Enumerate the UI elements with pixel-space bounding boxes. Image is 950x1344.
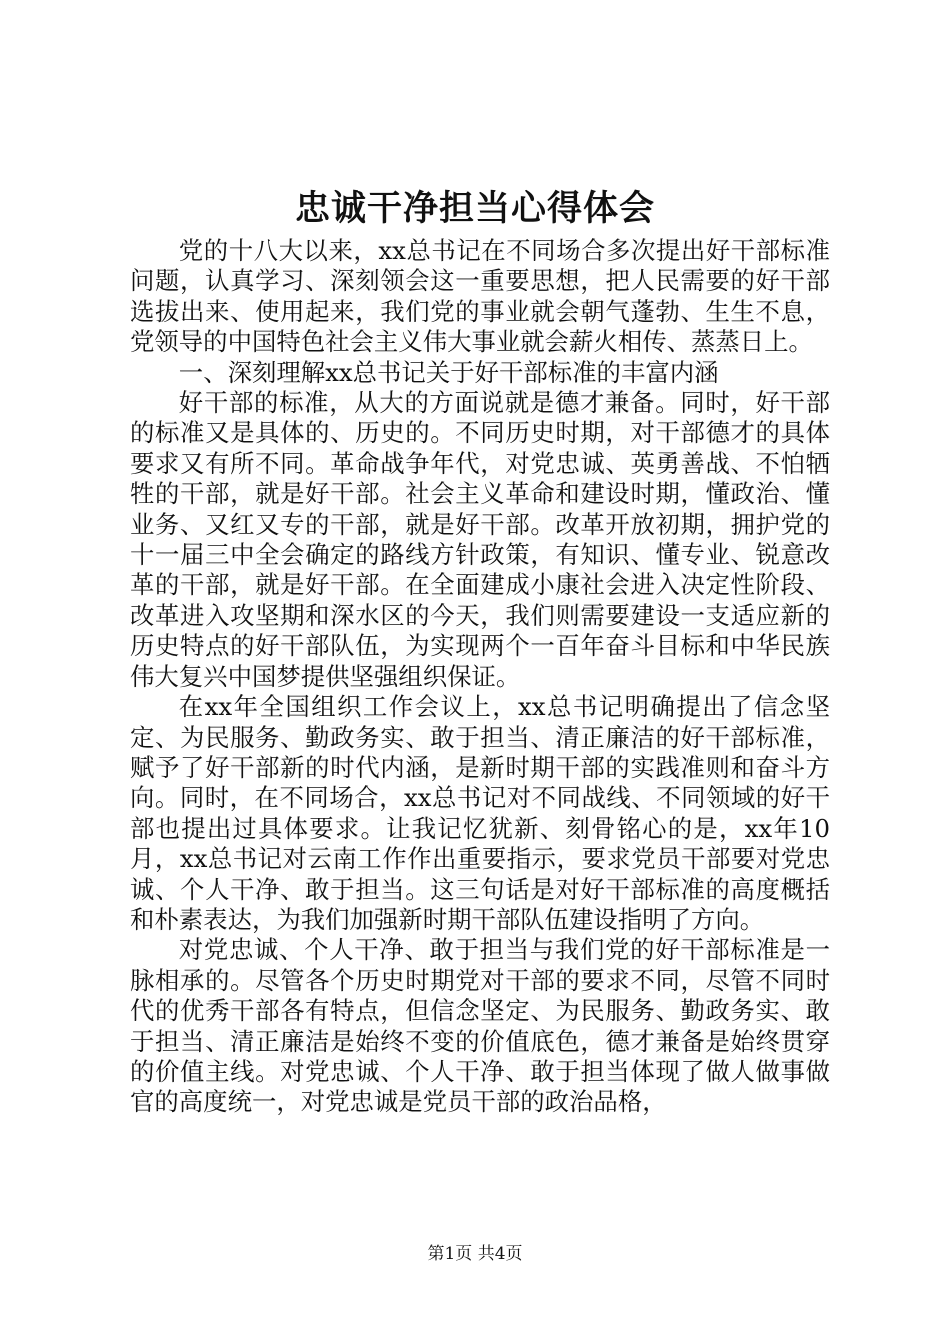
paragraph: 对党忠诚、个人干净、敢于担当与我们党的好干部标准是一脉相承的。尽管各个历史时期党对干部的要求不同，尽管不同时代的优秀干部各有特点，但信念坚定、为民服务、勤政务实、敢于担当、清正廉洁是始终不变的价值底色，德才兼备是始终贯穿的价值主线。对党忠诚、个人干净、敢于担当体现了做人做事做官的高度统一，对党忠诚是党员干部的政治品格， (130, 935, 830, 1117)
paragraph: 在xx年全国组织工作会议上，xx总书记明确提出了信念坚定、为民服务、勤政务实、敢于担当、清正廉洁的好干部标准，赋予了好干部新的时代内涵，是新时期干部的实践准则和奋斗方向。同时，在不同场合，xx总书记对不同战线、不同领域的好干部也提出过具体要求。让我记忆犹新、刻骨铭心的是，xx年10月，xx总书记对云南工作作出重要指示，要求党员干部要对党忠诚、个人干净、敢于担当。这三句话是对好干部标准的高度概括和朴素表达，为我们加强新时期干部队伍建设指明了方向。 (130, 692, 830, 934)
document-title: 忠诚干净担当心得体会 (294, 188, 655, 229)
paragraph: 党的十八大以来，xx总书记在不同场合多次提出好干部标准问题，认真学习、深刻领会这一重要思想，把人民需要的好干部选拔出来、使用起来，我们党的事业就会朝气蓬勃、生生不息，党领导的中国特色社会主义伟大事业就会薪火相传、蒸蒸日上。 (130, 236, 830, 357)
document-body (130, 236, 830, 1118)
paragraph: 好干部的标准，从大的方面说就是德才兼备。同时，好干部的标准又是具体的、历史的。不同历史时期，对干部德才的具体要求又有所不同。革命战争年代，对党忠诚、英勇善战、不怕牺牲的干部，就是好干部。社会主义革命和建设时期，懂政治、懂业务、又红又专的干部，就是好干部。改革开放初期，拥护党的十一届三中全会确定的路线方针政策，有知识、懂专业、锐意改革的干部，就是好干部。在全面建成小康社会进入决定性阶段、改革进入攻坚期和深水区的今天，我们则需要建设一支适应新的历史特点的好干部队伍，为实现两个一百年奋斗目标和中华民族伟大复兴中国梦提供坚强组织保证。 (130, 388, 830, 691)
section-heading: 一、深刻理解xx总书记关于好干部标准的丰富内涵 (178, 357, 719, 387)
page-number-footer: 第1页 共4页 (427, 1244, 523, 1264)
